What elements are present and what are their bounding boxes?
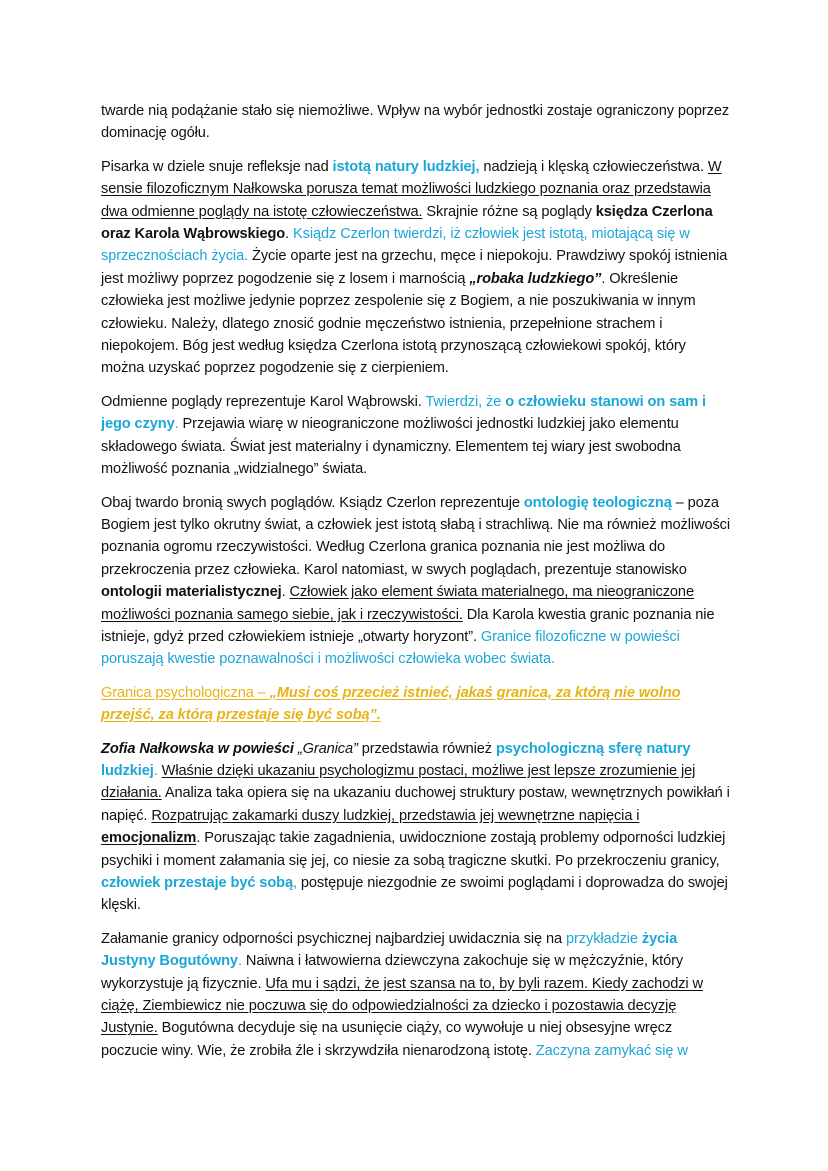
section-heading xyxy=(101,682,732,727)
text-run: Skrajnie różne są poglądy xyxy=(422,203,596,220)
text-run: „Musi coś przecież istnieć, jakaś granica, za którą nie wolno przejść, za którą przestaje się być sobą”. xyxy=(101,684,681,724)
text-run: . xyxy=(237,953,242,970)
text-run: Załamanie granicy odporności psychicznej najbardziej uwidacznia się na xyxy=(101,930,567,947)
text-run: . xyxy=(196,830,201,847)
text-run: Analiza taka opiera się na ukazaniu duchowej struktury postaw, wewnętrznych powikłań i napięć. xyxy=(101,785,730,824)
text-run: Naiwna i łatwowierna dziewczyna zakochuje się w mężczyźnie, który wykorzystuje ją fizycznie. xyxy=(101,953,684,992)
paragraph xyxy=(101,738,732,917)
text-run: Odmienne poglądy reprezentuje Karol Wąbrowski. xyxy=(101,393,426,410)
text-run: – poza Bogiem jest tylko okrutny świat, a człowiek jest istotą słabą i strachliwą. Nie ma również możliwości poznania ogromu rzeczywistości. Według Czerlona granica poznania nie jest możliwa do przekroczenia przez człowieka. Karol natomiast, w swych poglądach, prezentuje stanowisko xyxy=(101,494,731,578)
text-run: , xyxy=(292,875,297,891)
text-run: Rozpatrując zakamarki duszy ludzkiej, przedstawia jej wewnętrzne napięcia i xyxy=(151,807,640,824)
text-run: twarde nią podążanie stało się niemożliwe. Wpływ na wybór jednostki zostaje ograniczony poprzez dominację ogółu. xyxy=(101,103,730,142)
text-run: Granice filozoficzne w powieści poruszają kwestie poznawalności i możliwości człowieka wobec świata. xyxy=(101,628,680,668)
text-run: człowiek przestaje być sobą xyxy=(101,875,293,891)
paragraph xyxy=(101,100,732,145)
text-run: Życie oparte jest na grzechu, męce i niepokoju. Prawdziwy spokój istnienia jest możliwy poprzez pogodzenie się z losem i marnością xyxy=(101,248,728,287)
paragraph xyxy=(101,492,732,671)
paragraph xyxy=(101,156,732,380)
text-run: księdza Czerlona oraz Karola Wąbrowskiego xyxy=(101,203,713,243)
text-run: przedstawia również xyxy=(357,740,496,757)
text-run: ontologii materialistycznej xyxy=(101,584,282,601)
text-run: Dla Karola kwestia granic poznania nie istnieje, gdyż przed człowiekiem istnieje „otwarty horyzont”. xyxy=(101,606,715,645)
text-run: życia Justyny Bogutówny xyxy=(101,930,678,970)
text-run: . Określenie człowieka jest możliwe jedynie poprzez zespolenie się z Bogiem, a nie poszukiwania w innym człowieku. Należy, dlatego znosić godnie męczeństwo istnienia, przepełnione strachem i niepokojem. Bóg jest według księdza Czerlona istotą przynoszącą człowiekowi spokój, który można uzyskać poprzez pogodzenie się z cierpieniem. xyxy=(101,270,696,377)
text-run: Obaj twardo bronią swych poglądów. Ksiądz Czerlon reprezentuje xyxy=(101,494,524,511)
text-run: Twierdzi, że xyxy=(425,393,506,410)
text-run: emocjonalizm xyxy=(101,830,197,847)
text-run: . xyxy=(281,584,290,601)
text-run: istotą natury ludzkiej, xyxy=(332,158,480,175)
text-run: Zaczyna zamykać się w xyxy=(535,1042,688,1059)
text-run: . xyxy=(174,416,179,433)
paragraph xyxy=(101,928,732,1062)
text-run: psychologiczną sferę natury ludzkiej xyxy=(101,740,691,779)
text-run: . xyxy=(153,762,158,779)
text-run: Zofia Nałkowska w powieści xyxy=(101,740,298,757)
text-run: Właśnie dzięki ukazaniu psychologizmu postaci, możliwe jest lepsze zrozumienie jej działania. xyxy=(101,762,696,802)
text-run: Ufa mu i sądzi, że jest szansa na to, by byli razem. Kiedy zachodzi w ciążę, Ziembiewicz nie poczuwa się do odpowiedzialności za dziecko i pozostawia decyzję Justynie. xyxy=(101,975,703,1037)
paragraph xyxy=(101,391,732,481)
text-run: . xyxy=(285,226,294,243)
text-run: o człowieku stanowi on sam i jego czyny xyxy=(101,393,706,433)
text-run: Granica psychologiczna – xyxy=(101,684,270,701)
text-run: „Granica” xyxy=(297,740,358,757)
text-run: W sensie filozoficznym Nałkowska porusza temat możliwości ludzkiego poznania oraz przedstawia dwa odmienne poglądy na istotę człowieczeństwa. xyxy=(101,158,722,220)
text-run: Człowiek jako element świata materialnego, ma nieograniczone możliwości poznania samego siebie, jak i rzeczywistości. xyxy=(101,584,694,623)
text-run: Przejawia wiarę w nieograniczone możliwości jednostki ludzkiej jako elementu składowego świata. Świat jest materialny i dynamiczny. Elementem tej wiary jest swobodna możliwość poznania „widzialnego” świata. xyxy=(101,416,681,478)
text-run: Pisarka w dziele snuje refleksje nad xyxy=(101,158,333,175)
text-run: Ksiądz Czerlon twierdzi, iż człowiek jest istotą, miotającą się w sprzecznościach życia. xyxy=(101,226,690,265)
text-run: „robaka ludzkiego” xyxy=(469,270,602,287)
text-run: ontologię teologiczną xyxy=(523,494,672,511)
text-run: Bogutówna decyduje się na usunięcie ciąży, co wywołuje u niej obsesyjne wręcz poczucie winy. Wie, że zrobiła źle i skrzywdziła nienarodzoną istotę. xyxy=(101,1020,673,1059)
text-run: nadzieją i klęską człowieczeństwa. xyxy=(479,158,708,175)
text-run: przykładzie xyxy=(566,930,642,947)
text-run: postępuje niezgodnie ze swoimi poglądami i doprowadza do swojej klęski. xyxy=(101,875,728,914)
text-run: Poruszając takie zagadnienia, uwidocznione zostają problemy odporności ludzkiej psychiki i moment załamania się jej, co niesie za sobą tragiczne skutki. Po przekroczeniu granicy, xyxy=(101,830,726,869)
